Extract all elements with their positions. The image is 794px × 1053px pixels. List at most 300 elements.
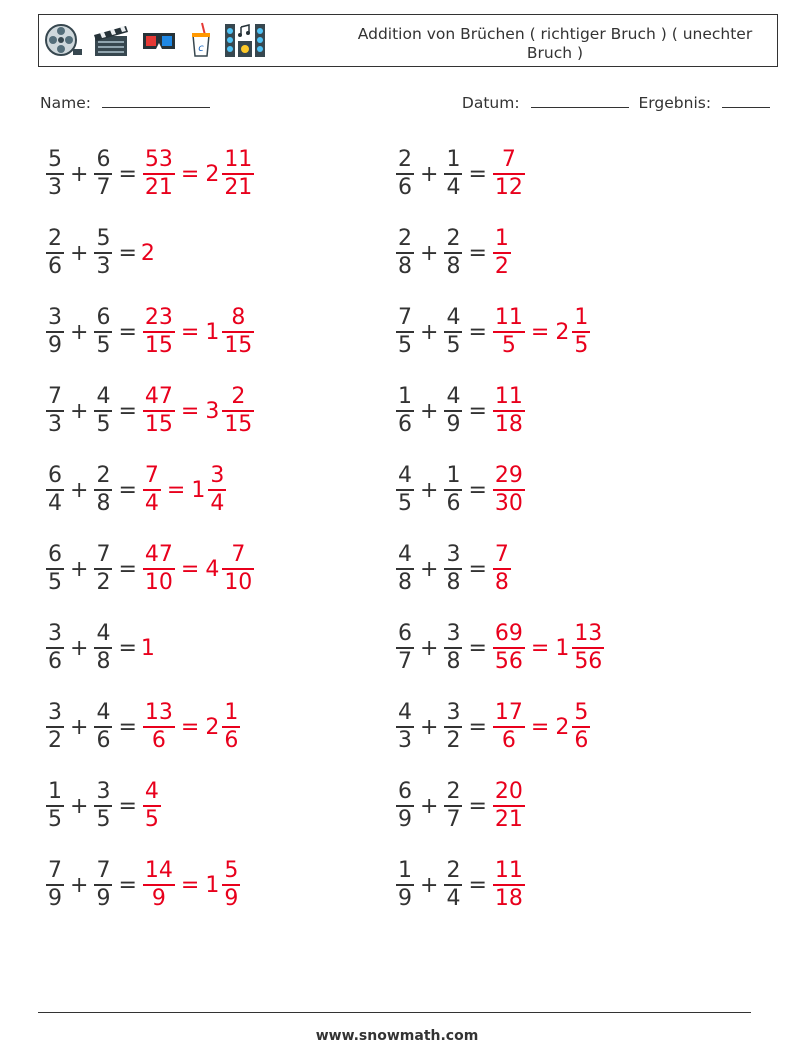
numerator: 2 — [446, 779, 461, 805]
plus-sign: + — [420, 556, 439, 582]
numerator: 7 — [48, 384, 62, 410]
answer — [491, 305, 592, 359]
addend-fraction — [46, 542, 64, 596]
denominator: 12 — [494, 174, 523, 200]
plus-sign: + — [70, 714, 89, 740]
denominator: 2 — [494, 253, 509, 279]
answer-fraction — [143, 779, 161, 833]
numerator: 5 — [574, 700, 589, 726]
denominator: 5 — [574, 332, 589, 358]
problem-item — [44, 458, 228, 522]
numerator: 2 — [446, 226, 461, 252]
mixed-fraction — [572, 621, 604, 675]
numerator: 1 — [494, 226, 509, 252]
denominator: 8 — [446, 648, 461, 674]
problem-item — [44, 853, 242, 917]
numerator: 7 — [96, 542, 111, 568]
plus-sign: + — [420, 793, 439, 819]
addend-fraction — [444, 384, 462, 438]
equals-sign: = — [530, 319, 550, 345]
answer — [491, 147, 527, 201]
addend-fraction — [444, 463, 462, 517]
problem-item — [394, 379, 527, 443]
answer — [491, 621, 606, 675]
mixed-whole: 2 — [205, 714, 220, 740]
numerator: 4 — [446, 384, 461, 410]
answer-fraction — [493, 858, 525, 912]
denominator: 15 — [144, 411, 173, 437]
addend-fraction — [94, 147, 112, 201]
answer — [491, 463, 527, 517]
addend-fraction — [444, 147, 462, 201]
answer-fraction — [493, 779, 525, 833]
denominator: 3 — [48, 411, 62, 437]
problem-item — [44, 379, 256, 443]
denominator: 8 — [398, 253, 412, 279]
denominator: 6 — [398, 174, 412, 200]
denominator: 4 — [144, 490, 159, 516]
denominator: 5 — [48, 806, 62, 832]
numerator: 2 — [446, 858, 461, 884]
mixed-fraction — [222, 858, 240, 912]
denominator: 6 — [48, 648, 62, 674]
denominator: 8 — [96, 648, 111, 674]
plus-sign: + — [70, 161, 89, 187]
answer — [141, 147, 256, 201]
addend-fraction — [396, 779, 414, 833]
denominator: 6 — [574, 727, 589, 753]
numerator: 6 — [48, 542, 62, 568]
equals-sign: = — [468, 319, 487, 345]
svg-text:c: c — [198, 43, 204, 54]
answer-fraction — [493, 384, 525, 438]
addend-fraction — [46, 384, 64, 438]
mixed-whole: 1 — [205, 872, 220, 898]
problem-item — [394, 695, 592, 759]
numerator: 2 — [398, 226, 412, 252]
answer-fraction — [143, 147, 175, 201]
answer-whole: 1 — [140, 635, 155, 661]
denominator: 7 — [398, 648, 412, 674]
numerator: 7 — [398, 305, 412, 331]
denominator: 56 — [574, 648, 603, 674]
equals-sign: = — [118, 161, 137, 187]
plus-sign: + — [70, 240, 89, 266]
addend-fraction — [444, 858, 462, 912]
problem-item — [44, 142, 256, 206]
denominator: 5 — [398, 490, 412, 516]
denominator: 5 — [96, 332, 111, 358]
addend-fraction — [46, 226, 64, 280]
denominator: 6 — [48, 253, 62, 279]
answer — [141, 305, 256, 359]
answer — [491, 542, 513, 596]
answer — [141, 779, 163, 833]
problem-item — [394, 774, 527, 838]
plus-sign: + — [420, 477, 439, 503]
numerator: 69 — [494, 621, 523, 647]
numerator: 1 — [48, 779, 62, 805]
denominator: 5 — [398, 332, 412, 358]
addend-fraction — [444, 226, 462, 280]
mixed-whole: 1 — [205, 319, 220, 345]
denominator: 10 — [144, 569, 173, 595]
problem-item — [394, 616, 606, 680]
numerator: 7 — [501, 147, 516, 173]
equals-sign: = — [468, 477, 487, 503]
mixed-fraction — [572, 305, 590, 359]
worksheet-title: Addition von Brüchen ( richtiger Bruch ) ( unechter Bruch ) — [357, 25, 753, 62]
numerator: 47 — [144, 384, 173, 410]
denominator: 9 — [96, 885, 111, 911]
numerator: 3 — [48, 621, 62, 647]
equals-sign: = — [468, 714, 487, 740]
equals-sign: = — [468, 635, 487, 661]
equals-sign: = — [118, 872, 137, 898]
addend-fraction — [46, 621, 64, 675]
denominator: 15 — [224, 411, 253, 437]
addend-fraction — [444, 779, 462, 833]
numerator: 4 — [398, 542, 412, 568]
addend-fraction — [94, 305, 112, 359]
numerator: 4 — [398, 700, 412, 726]
denominator: 3 — [48, 174, 62, 200]
denominator: 2 — [48, 727, 62, 753]
denominator: 5 — [48, 569, 62, 595]
answer — [141, 636, 155, 661]
denominator: 21 — [144, 174, 173, 200]
numerator: 1 — [574, 305, 589, 331]
numerator: 4 — [144, 779, 159, 805]
equals-sign: = — [468, 398, 487, 424]
plus-sign: + — [420, 161, 439, 187]
answer-whole: 2 — [140, 240, 155, 266]
numerator: 2 — [48, 226, 62, 252]
numerator: 47 — [144, 542, 173, 568]
addend-fraction — [396, 621, 414, 675]
answer — [491, 226, 513, 280]
mixed-whole: 2 — [555, 714, 570, 740]
numerator: 7 — [96, 858, 111, 884]
numerator: 23 — [144, 305, 173, 331]
plus-sign: + — [420, 635, 439, 661]
equals-sign: = — [180, 872, 200, 898]
answer — [491, 858, 527, 912]
numerator: 5 — [96, 226, 111, 252]
problem-item — [44, 300, 256, 364]
answer-fraction — [493, 542, 511, 596]
problem-item — [394, 458, 527, 522]
numerator: 6 — [96, 147, 111, 173]
addend-fraction — [396, 305, 414, 359]
denominator: 9 — [398, 806, 412, 832]
addend-fraction — [444, 305, 462, 359]
addend-fraction — [94, 463, 112, 517]
denominator: 10 — [224, 569, 253, 595]
answer — [141, 384, 256, 438]
plus-sign: + — [420, 872, 439, 898]
answer — [141, 542, 256, 596]
numerator: 2 — [96, 463, 111, 489]
mixed-whole: 2 — [205, 161, 220, 187]
mixed-fraction — [222, 700, 240, 754]
numerator: 1 — [446, 463, 461, 489]
addend-fraction — [94, 779, 112, 833]
plus-sign: + — [420, 714, 439, 740]
problem-item — [394, 537, 513, 601]
numerator: 7 — [231, 542, 246, 568]
numerator: 3 — [96, 779, 111, 805]
addend-fraction — [444, 621, 462, 675]
problem-item — [44, 537, 256, 601]
plus-sign: + — [70, 635, 89, 661]
denominator: 5 — [144, 806, 159, 832]
answer-fraction — [493, 305, 525, 359]
denominator: 8 — [446, 253, 461, 279]
plus-sign: + — [70, 793, 89, 819]
denominator: 5 — [96, 806, 111, 832]
answer-fraction — [493, 621, 525, 675]
numerator: 3 — [446, 621, 461, 647]
denominator: 9 — [48, 332, 62, 358]
answer-fraction — [143, 542, 175, 596]
numerator: 11 — [494, 858, 523, 884]
denominator: 2 — [96, 569, 111, 595]
answer-fraction — [143, 384, 175, 438]
numerator: 5 — [48, 147, 62, 173]
denominator: 3 — [96, 253, 111, 279]
answer-fraction — [493, 463, 525, 517]
equals-sign: = — [118, 714, 137, 740]
addend-fraction — [396, 463, 414, 517]
mixed-whole: 1 — [555, 635, 570, 661]
numerator: 6 — [398, 621, 412, 647]
answer — [491, 384, 527, 438]
denominator: 9 — [151, 885, 166, 911]
denominator: 6 — [501, 727, 516, 753]
denominator: 4 — [446, 174, 461, 200]
equals-sign: = — [118, 319, 137, 345]
equals-sign: = — [468, 872, 487, 898]
numerator: 2 — [398, 147, 412, 173]
numerator: 3 — [48, 700, 62, 726]
addend-fraction — [94, 226, 112, 280]
addend-fraction — [396, 542, 414, 596]
mixed-whole: 1 — [191, 477, 206, 503]
numerator: 29 — [494, 463, 523, 489]
plus-sign: + — [70, 872, 89, 898]
denominator: 4 — [446, 885, 461, 911]
numerator: 3 — [446, 700, 461, 726]
denominator: 4 — [210, 490, 225, 516]
mixed-fraction — [222, 542, 254, 596]
answer-fraction — [493, 700, 525, 754]
mixed-fraction — [222, 305, 254, 359]
equals-sign: = — [180, 161, 200, 187]
equals-sign: = — [180, 319, 200, 345]
answer-fraction — [143, 305, 175, 359]
equals-sign: = — [468, 556, 487, 582]
equals-sign: = — [118, 240, 137, 266]
numerator: 13 — [144, 700, 173, 726]
equals-sign: = — [468, 240, 487, 266]
numerator: 6 — [96, 305, 111, 331]
numerator: 17 — [494, 700, 523, 726]
problem-item — [394, 300, 592, 364]
mixed-whole: 4 — [205, 556, 220, 582]
numerator: 1 — [446, 147, 461, 173]
answer-fraction — [493, 147, 525, 201]
problem-item — [394, 142, 527, 206]
equals-sign: = — [468, 793, 487, 819]
denominator: 7 — [96, 174, 111, 200]
answer — [141, 463, 228, 517]
addend-fraction — [46, 700, 64, 754]
numerator: 6 — [398, 779, 412, 805]
addend-fraction — [46, 858, 64, 912]
plus-sign: + — [70, 319, 89, 345]
numerator: 14 — [144, 858, 173, 884]
denominator: 5 — [501, 332, 516, 358]
denominator: 2 — [446, 727, 461, 753]
denominator: 6 — [224, 727, 239, 753]
numerator: 11 — [494, 305, 523, 331]
numerator: 53 — [144, 147, 173, 173]
denominator: 9 — [446, 411, 461, 437]
answer — [141, 858, 242, 912]
addend-fraction — [94, 700, 112, 754]
problem-item — [44, 774, 163, 838]
addend-fraction — [46, 463, 64, 517]
numerator: 20 — [494, 779, 523, 805]
denominator: 18 — [494, 885, 523, 911]
answer — [491, 700, 592, 754]
denominator: 56 — [494, 648, 523, 674]
addend-fraction — [444, 542, 462, 596]
equals-sign: = — [118, 556, 137, 582]
mixed-whole: 2 — [555, 319, 570, 345]
equals-sign: = — [180, 714, 200, 740]
plus-sign: + — [70, 398, 89, 424]
denominator: 8 — [494, 569, 509, 595]
denominator: 21 — [224, 174, 253, 200]
denominator: 5 — [96, 411, 111, 437]
addend-fraction — [396, 384, 414, 438]
denominator: 9 — [224, 885, 239, 911]
denominator: 18 — [494, 411, 523, 437]
numerator: 11 — [494, 384, 523, 410]
denominator: 30 — [494, 490, 523, 516]
addend-fraction — [94, 858, 112, 912]
footer-divider — [38, 1012, 751, 1013]
numerator: 3 — [210, 463, 225, 489]
denominator: 9 — [48, 885, 62, 911]
plus-sign: + — [70, 477, 89, 503]
plus-sign: + — [420, 240, 439, 266]
numerator: 3 — [446, 542, 461, 568]
numerator: 4 — [96, 700, 111, 726]
equals-sign: = — [530, 714, 550, 740]
equals-sign: = — [166, 477, 186, 503]
addend-fraction — [396, 226, 414, 280]
numerator: 5 — [224, 858, 239, 884]
result-label: Ergebnis: — [638, 94, 712, 112]
numerator: 7 — [494, 542, 509, 568]
addend-fraction — [46, 779, 64, 833]
plus-sign: + — [70, 556, 89, 582]
answer-fraction — [493, 226, 511, 280]
answer-fraction — [143, 700, 175, 754]
mixed-fraction — [572, 700, 590, 754]
numerator: 7 — [144, 463, 159, 489]
answer-fraction — [143, 858, 175, 912]
equals-sign: = — [118, 477, 137, 503]
denominator: 6 — [446, 490, 461, 516]
numerator: 13 — [574, 621, 603, 647]
problem-item — [44, 616, 155, 680]
equals-sign: = — [180, 398, 200, 424]
mixed-fraction — [208, 463, 226, 517]
denominator: 3 — [398, 727, 412, 753]
mixed-whole: 3 — [205, 398, 220, 424]
addend-fraction — [444, 700, 462, 754]
equals-sign: = — [118, 398, 137, 424]
numerator: 2 — [231, 384, 246, 410]
answer — [141, 700, 242, 754]
numerator: 1 — [224, 700, 239, 726]
denominator: 21 — [494, 806, 523, 832]
numerator: 7 — [48, 858, 62, 884]
denominator: 9 — [398, 885, 412, 911]
answer-fraction — [143, 463, 161, 517]
denominator: 4 — [48, 490, 62, 516]
problem-item — [44, 695, 242, 759]
denominator: 6 — [151, 727, 166, 753]
addend-fraction — [94, 384, 112, 438]
numerator: 4 — [96, 621, 111, 647]
denominator: 5 — [446, 332, 461, 358]
date-label: Datum: — [461, 94, 520, 112]
numerator: 1 — [398, 858, 412, 884]
denominator: 15 — [144, 332, 173, 358]
denominator: 8 — [398, 569, 412, 595]
mixed-fraction — [222, 384, 254, 438]
numerator: 1 — [398, 384, 412, 410]
addend-fraction — [94, 621, 112, 675]
denominator: 8 — [446, 569, 461, 595]
plus-sign: + — [420, 319, 439, 345]
denominator: 6 — [96, 727, 111, 753]
answer — [491, 779, 527, 833]
problem-item — [44, 221, 155, 285]
mixed-fraction — [222, 147, 254, 201]
footer-url: www.snowmath.com — [315, 1028, 479, 1044]
addend-fraction — [396, 700, 414, 754]
name-label: Name: — [40, 94, 91, 112]
denominator: 6 — [398, 411, 412, 437]
answer — [141, 241, 155, 266]
numerator: 11 — [224, 147, 253, 173]
numerator: 4 — [398, 463, 412, 489]
equals-sign: = — [468, 161, 487, 187]
numerator: 3 — [48, 305, 62, 331]
numerator: 4 — [446, 305, 461, 331]
denominator: 8 — [96, 490, 111, 516]
numerator: 4 — [96, 384, 111, 410]
addend-fraction — [46, 147, 64, 201]
denominator: 15 — [224, 332, 253, 358]
addend-fraction — [94, 542, 112, 596]
